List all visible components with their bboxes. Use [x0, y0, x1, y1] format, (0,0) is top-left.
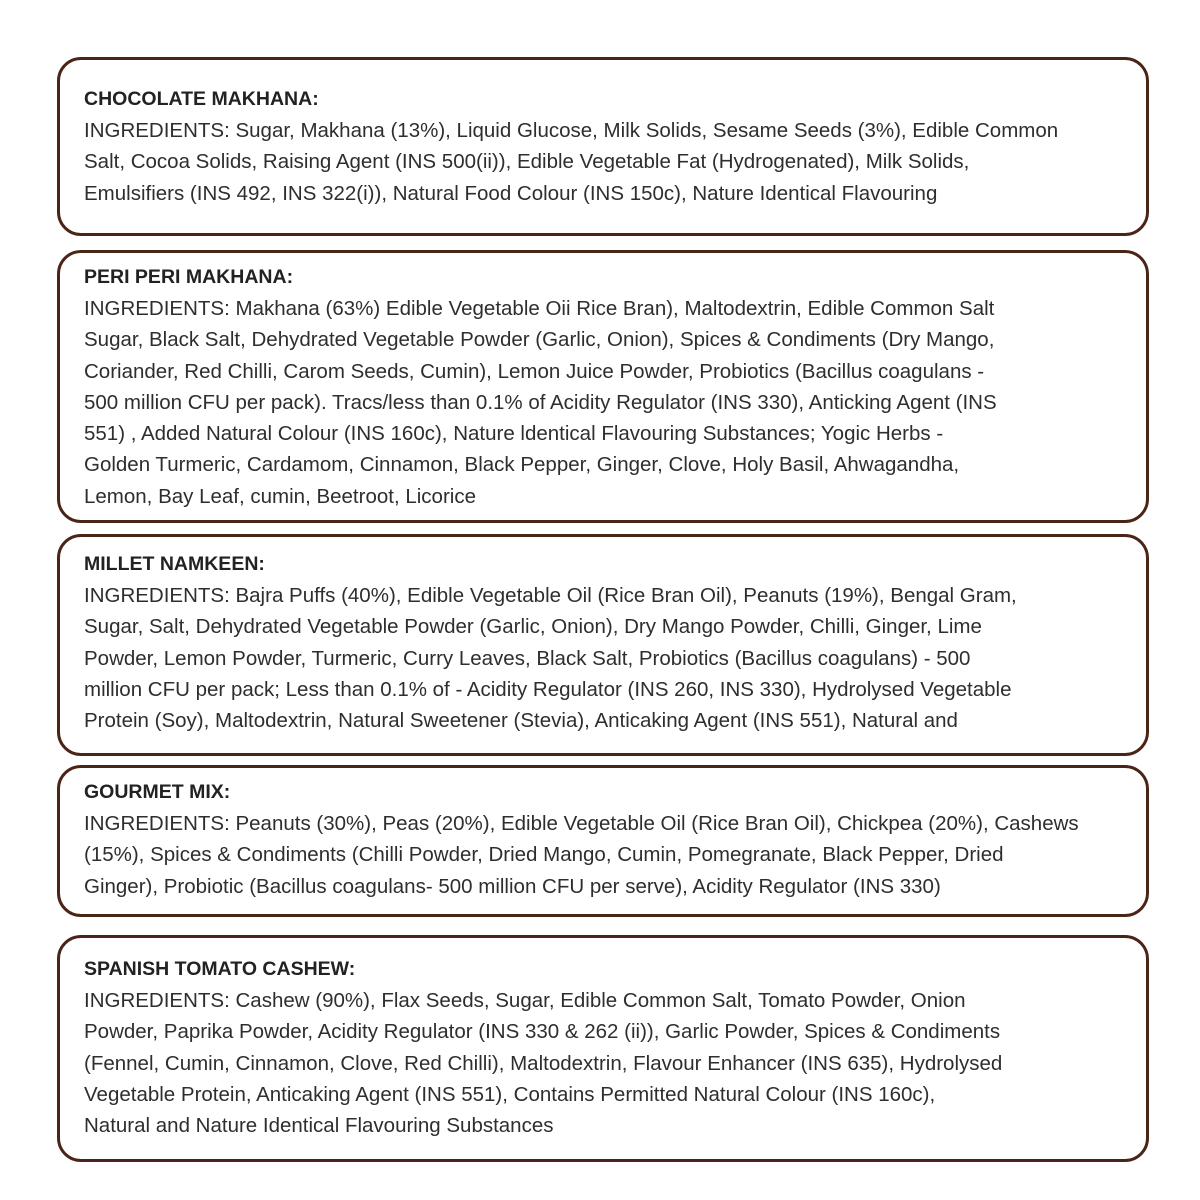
ingredients-line: Sugar, Black Salt, Dehydrated Vegetable Powder (Garlic, Onion), Spices & Condiments (Dry Mango, — [84, 328, 995, 352]
ingredients-line: INGREDIENTS: Bajra Puffs (40%), Edible Vegetable Oil (Rice Bran Oil), Peanuts (19%), Bengal Gram, — [84, 584, 1017, 607]
ingredients-line: Powder, Paprika Powder, Acidity Regulator (INS 330 & 262 (ii)), Garlic Powder, Spices & Condiments — [84, 1020, 1001, 1044]
ingredients-line: (Fennel, Cumin, Cinnamon, Clove, Red Chilli), Maltodextrin, Flavour Enhancer (INS 635), Hydrolysed — [84, 1051, 1003, 1075]
product-card-gourmet-mix — [57, 765, 1149, 917]
ingredients-line: Ginger), Probiotic (Bacillus coagulans- 500 million CFU per serve), Acidity Regulator (INS 330) — [84, 874, 941, 898]
ingredients-line: Powder, Lemon Powder, Turmeric, Curry Leaves, Black Salt, Probiotics (Bacillus coagulans) - 500 — [84, 646, 971, 670]
ingredients-line: Emulsifiers (INS 492, INS 322(i)), Natural Food Colour (INS 150c), Nature Identical Flavouring — [84, 181, 938, 205]
ingredients-line: INGREDIENTS: Cashew (90%), Flax Seeds, Sugar, Edible Common Salt, Tomato Powder, Onion — [84, 989, 966, 1012]
product-title: SPANISH TOMATO CASHEW: — [84, 958, 356, 980]
ingredients-line: INGREDIENTS: Makhana (63%) Edible Vegetable Oii Rice Bran), Maltodextrin, Edible Common Salt — [84, 297, 995, 320]
product-card-peri-peri-makhana — [57, 250, 1149, 523]
ingredients-line: Natural and Nature Identical Flavouring Substances — [84, 1114, 554, 1138]
product-title: MILLET NAMKEEN: — [84, 553, 265, 575]
product-title: CHOCOLATE MAKHANA: — [84, 88, 319, 110]
ingredients-line: Protein (Soy), Maltodextrin, Natural Sweetener (Stevia), Anticaking Agent (INS 551), Natural and — [84, 709, 958, 733]
ingredients-line: Sugar, Salt, Dehydrated Vegetable Powder (Garlic, Onion), Dry Mango Powder, Chilli, Ginger, Lime — [84, 615, 982, 639]
ingredients-line: 551) , Added Natural Colour (INS 160c), Nature ldentical Flavouring Substances; Yogic Herbs - — [84, 422, 944, 446]
ingredients-line: Vegetable Protein, Anticaking Agent (INS 551), Contains Permitted Natural Colour (INS 160c), — [84, 1082, 936, 1106]
product-card-spanish-tomato-cashew — [57, 935, 1149, 1162]
product-title: PERI PERI MAKHANA: — [84, 266, 294, 288]
ingredients-line: Coriander, Red Chilli, Carom Seeds, Cumin), Lemon Juice Powder, Probiotics (Bacillus coagulans - — [84, 359, 985, 383]
ingredients-line: Golden Turmeric, Cardamom, Cinnamon, Black Pepper, Ginger, Clove, Holy Basil, Ahwagandha, — [84, 453, 960, 477]
product-card-millet-namkeen — [57, 534, 1149, 756]
ingredients-line: Salt, Cocoa Solids, Raising Agent (INS 500(ii)), Edible Vegetable Fat (Hydrogenated), Milk Solids, — [84, 150, 970, 174]
ingredients-line: INGREDIENTS: Sugar, Makhana (13%), Liquid Glucose, Milk Solids, Sesame Seeds (3%), Edible Common — [84, 119, 1059, 142]
product-title: GOURMET MIX: — [84, 781, 231, 803]
ingredients-line: million CFU per pack; Less than 0.1% of - Acidity Regulator (INS 260, INS 330), Hydrolysed Vegetable — [84, 677, 1012, 701]
ingredients-line: INGREDIENTS: Peanuts (30%), Peas (20%), Edible Vegetable Oil (Rice Bran Oil), Chickpea (20%), Cashews — [84, 812, 1079, 835]
product-card-chocolate-makhana — [57, 57, 1149, 236]
ingredients-line: 500 million CFU per pack). Tracs/less than 0.1% of Acidity Regulator (INS 330), Anticking Agent (INS — [84, 390, 997, 414]
ingredients-line: (15%), Spices & Condiments (Chilli Powder, Dried Mango, Cumin, Pomegranate, Black Pepper, Dried — [84, 843, 1004, 867]
ingredients-line: Lemon, Bay Leaf, cumin, Beetroot, Licorice — [84, 484, 476, 508]
